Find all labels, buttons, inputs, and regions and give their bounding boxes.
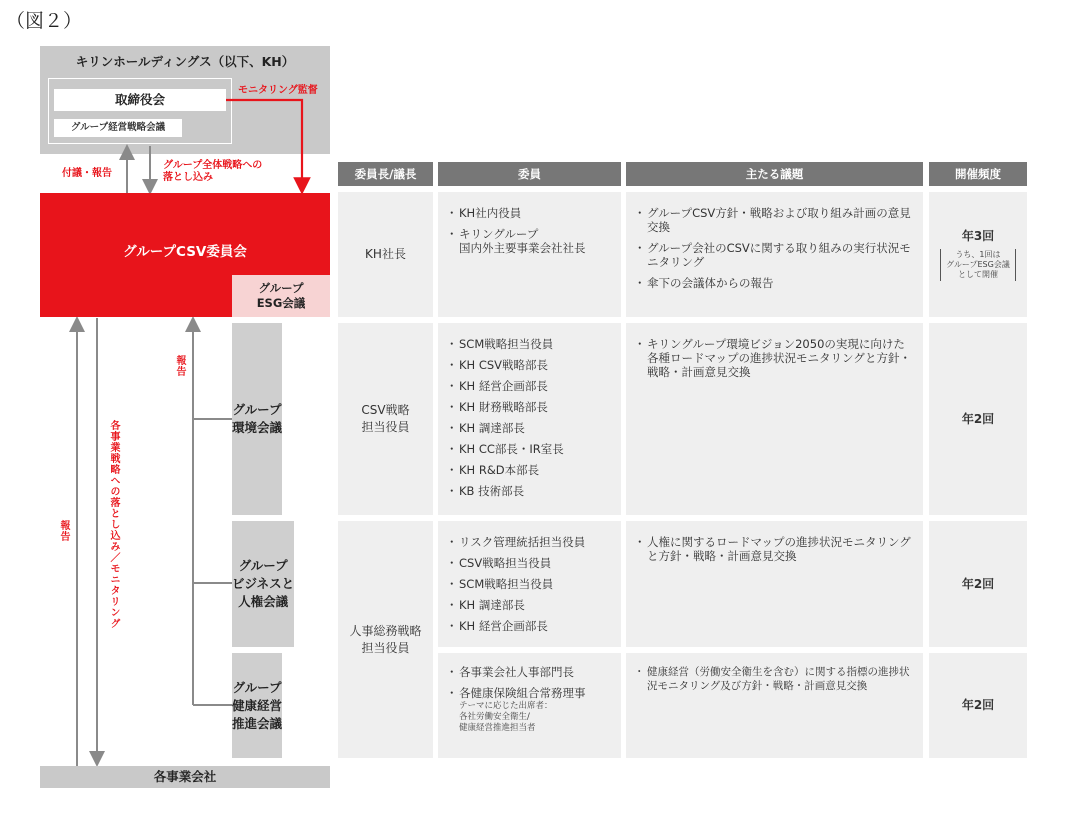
health-management-meeting-box: グループ 健康経営 推進会議: [232, 653, 282, 758]
header-chair: 委員長/議長: [338, 162, 433, 186]
row0-members: [438, 192, 621, 317]
figure-label: （図２）: [6, 10, 83, 32]
row0-frequency: [929, 192, 1027, 317]
list-item: ・ KH CSV戦略部長: [446, 358, 613, 372]
row0-topics: [626, 192, 923, 317]
list-item: ・ KH CC部長・IR室長: [446, 442, 613, 456]
header-topics: 主たる議題: [626, 162, 923, 186]
operating-companies-box: 各事業会社: [40, 766, 330, 788]
monitoring-supervision-label: モニタリング監督: [238, 85, 318, 96]
human-rights-meeting-box: グループ ビジネスと 人権会議: [232, 521, 294, 647]
row0-chair: KH社長: [338, 192, 433, 317]
row23-chair: 人事総務戦略 担当役員: [338, 521, 433, 758]
list-item: ・ 各健康保険組合常務理事: [446, 686, 613, 700]
list-item: ・ KH 経営企画部長: [446, 619, 613, 633]
report-to-board-label: 付議・報告: [62, 168, 112, 179]
list-item: ・ キリングループ環境ビジョン2050の実現に向けた各種ロードマップの進捗状況モニタリングと方針・戦略・計画意見交換: [634, 337, 913, 379]
row1-chair: CSV戦略 担当役員: [338, 323, 433, 515]
cascade-monitoring-label: 各事業戦略への落とし込み／モニタリング: [108, 420, 119, 629]
board-of-directors: 取締役会: [54, 89, 226, 111]
row2-topics: [626, 521, 923, 647]
csv-committee-label: グループCSV委員会: [123, 244, 247, 260]
list-item: ・ KB 技術部長: [446, 484, 613, 498]
kh-holdings-title: キリンホールディングス（以下、KH）: [75, 54, 295, 69]
list-item: ・ KH R&D本部長: [446, 463, 613, 477]
header-members: 委員: [438, 162, 621, 186]
list-item: ・ SCM戦略担当役員: [446, 577, 613, 591]
frequency-note: うち、1回は グループESG会議 として開催: [940, 249, 1016, 281]
list-item: ・ SCM戦略担当役員: [446, 337, 613, 351]
row1-topics: [626, 323, 923, 515]
frequency-value: 年3回: [961, 229, 995, 243]
row1-frequency: [929, 323, 1027, 515]
frequency-value: 年2回: [961, 576, 995, 591]
list-item: ・ グループCSV方針・戦略および取り組み計画の意見交換: [634, 206, 913, 234]
row1-members: [438, 323, 621, 515]
list-item: ・ 人権に関するロードマップの進捗状況モニタリングと方針・戦略・計画意見交換: [634, 535, 913, 563]
list-item: ・ KH 財務戦略部長: [446, 400, 613, 414]
list-item: ・ 健康経営（労働安全衛生を含む）に関する指標の進捗状況モニタリング及び方針・戦略・計画意見交換: [634, 665, 913, 693]
members-note: テーマに応じた出席者： 各社労働安全衛生/ 健康経営推進担当者: [459, 701, 553, 733]
list-item: ・ グループ会社のCSVに関する取り組みの実行状況モニタリング: [634, 241, 913, 269]
row2-frequency: [929, 521, 1027, 647]
row3-members: [438, 653, 621, 758]
frequency-value: 年2回: [961, 698, 995, 712]
left-report-label: 報告: [58, 520, 69, 542]
header-frequency: 開催頻度: [929, 162, 1027, 186]
list-item: ・ 各事業会社人事部門長: [446, 665, 613, 679]
environment-meeting-box: グループ 環境会議: [232, 323, 282, 515]
list-item: ・ キリングループ 国内外主要事業会社社長: [446, 227, 613, 255]
row3-topics: [626, 653, 923, 758]
list-item: ・ KH 調達部長: [446, 598, 613, 612]
list-item: ・ リスク管理統括担当役員: [446, 535, 613, 549]
list-item: ・ KH 調達部長: [446, 421, 613, 435]
list-item: ・ 傘下の会議体からの報告: [634, 276, 913, 290]
row2-members: [438, 521, 621, 647]
list-item: ・ CSV戦略担当役員: [446, 556, 613, 570]
row3-frequency: [929, 653, 1027, 758]
group-management-strategy-committee: グループ経営戦略会議: [54, 119, 182, 137]
list-item: ・ KH 経営企画部長: [446, 379, 613, 393]
list-item: ・ KH社内役員: [446, 206, 613, 220]
frequency-value: 年2回: [961, 411, 995, 426]
subcommittee-report-label: 報告: [174, 355, 185, 377]
cascade-strategy-label: グループ全体戦略への 落とし込み: [163, 160, 263, 183]
esg-meeting-box: グループ ESG会議: [232, 275, 330, 317]
